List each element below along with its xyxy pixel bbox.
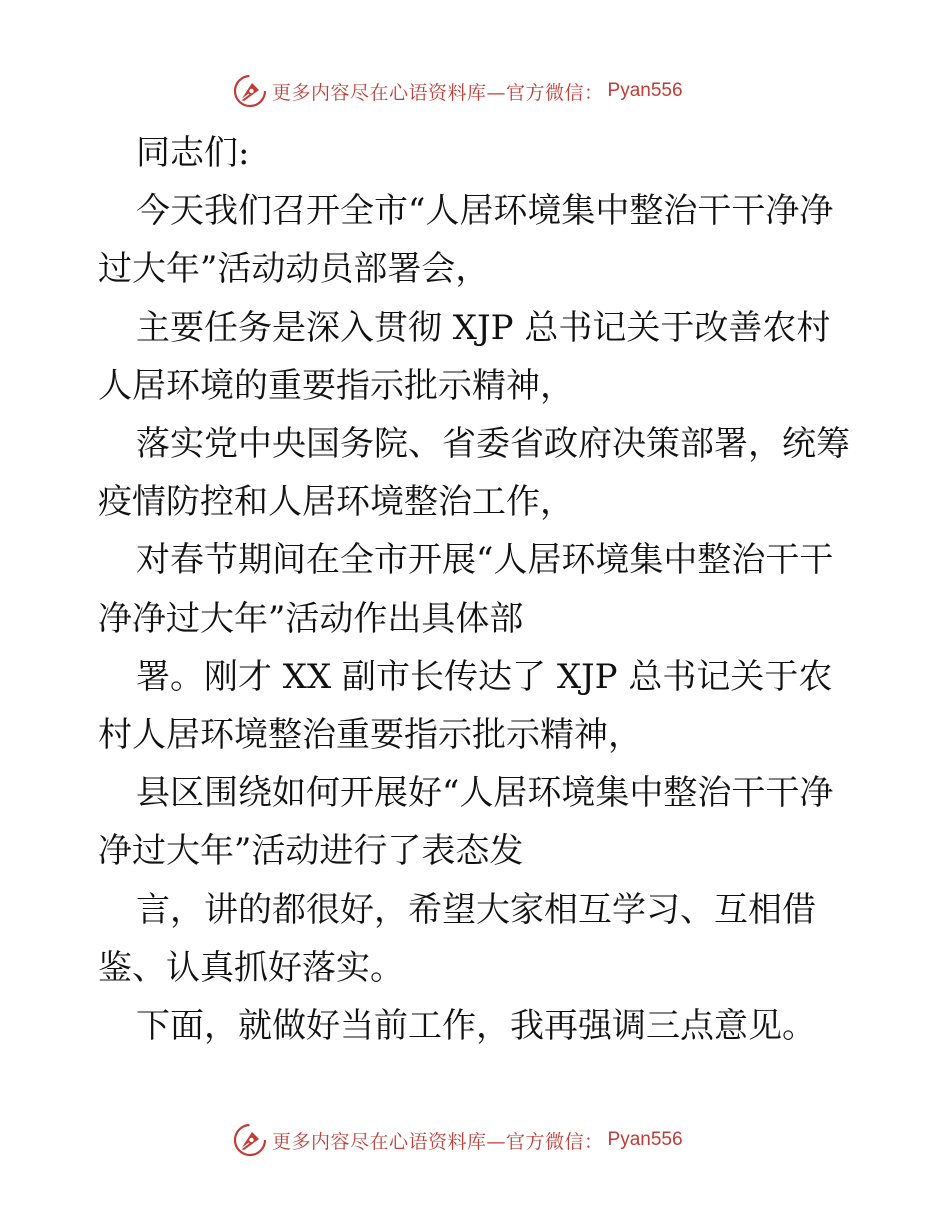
paragraph-8: 下面，就做好当前工作，我再强调三点意见。 <box>136 1006 816 1047</box>
paragraph-4: 对春节期间在全市开展“人居环境集中整治干干净净过大年”活动作出具体部 <box>98 540 834 639</box>
header-banner <box>232 72 683 110</box>
pen-nib-logo-icon <box>232 73 268 109</box>
footer-banner-text: 更多内容尽在心语资料库—官方微信： <box>272 1130 604 1153</box>
paragraph-3: 落实党中央国务院、省委省政府决策部署，统筹疫情防控和人居环境整治工作， <box>98 424 850 523</box>
pen-nib-logo-icon <box>232 1122 268 1158</box>
paragraph-5: 署。刚才 XX 副市长传达了 XJP 总书记关于农村人居环境整治重要指示批示精神， <box>98 656 833 756</box>
header-wechat-id: Pyan556 <box>607 80 683 101</box>
paragraph-greeting: 同志们: <box>136 133 250 173</box>
paragraph-6: 县区围绕如何开展好“人居环境集中整治干干净净过大年”活动进行了表态发 <box>98 773 834 872</box>
paragraph-1: 今天我们召开全市“人居环境集中整治干干净净过大年”活动动员部署会， <box>98 191 834 290</box>
header-banner-text: 更多内容尽在心语资料库—官方微信： <box>272 81 604 104</box>
paragraph-2: 主要任务是深入贯彻 XJP 总书记关于改善农村人居环境的重要指示批示精神， <box>98 307 831 406</box>
document-body <box>98 124 858 1055</box>
footer-wechat-id: Pyan556 <box>607 1129 683 1150</box>
footer-banner <box>232 1121 683 1159</box>
paragraph-7: 言，讲的都很好，希望大家相互学习、互相借鉴、认真抓好落实。 <box>98 889 816 988</box>
